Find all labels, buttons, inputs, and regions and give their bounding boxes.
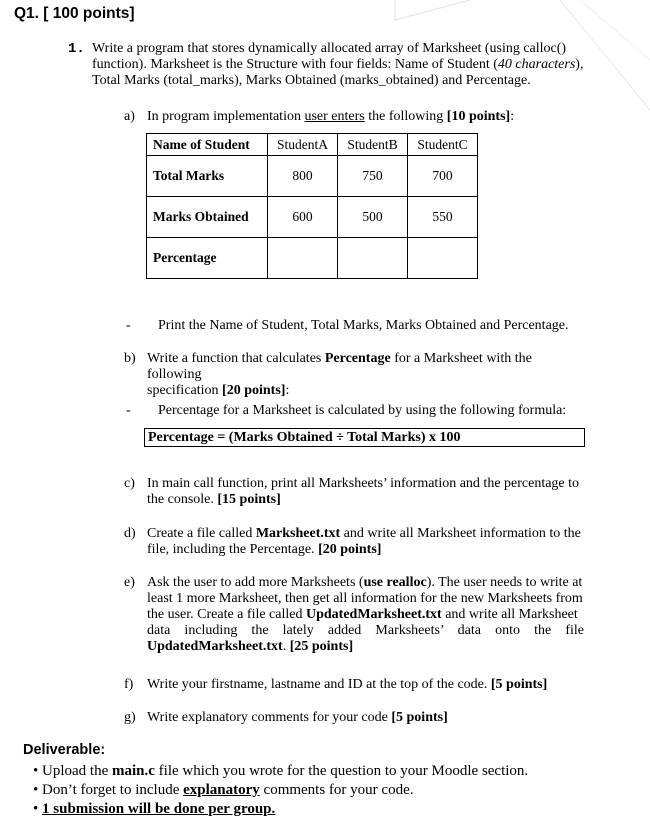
part-d [124,526,584,558]
part-a [124,109,584,125]
part-g-letter: g) [124,710,136,725]
part-c-letter: c) [124,476,135,491]
question-line-3: Total Marks (total_marks), Marks Obtained (marks_obtained) and Percentage. [92,73,531,88]
part-d-letter: d) [124,526,136,541]
part-e-text: Ask the user to add more Marksheets (use realloc). The user needs to write at least 1 more Marksheet, then get all information for the new Marksheets from the user. Create a file called UpdatedMarksheet.txt and write all Marksheet data including the lately added Marksheets’ data onto the file UpdatedMarksheet.txt. [25 points] [147,575,584,654]
table-cell: 800 [268,156,338,197]
question-heading: Q1. [ 100 points] [14,5,135,22]
part-b [124,351,584,399]
part-b-text: Write a function that calculates Percentage for a Marksheet with the following specification [20 points]: [147,351,532,398]
table-header-cell: StudentC [408,134,478,156]
part-a-text: In program implementation user enters the following [10 points]: [147,109,515,124]
table-cell [268,238,338,279]
dash-marker: - [126,318,131,333]
deliverable-title: Deliverable: [23,742,106,758]
row-label: Percentage [147,238,268,279]
part-f [124,677,584,693]
table-cell: 700 [408,156,478,197]
part-g [124,710,584,726]
part-g-text: Write explanatory comments for your code [5 points] [147,710,448,725]
table-cell [408,238,478,279]
table-cell [338,238,408,279]
part-c [124,476,584,508]
table-header-cell: StudentA [268,134,338,156]
deliverable-list [33,762,528,819]
question-text [92,41,608,89]
part-a-letter: a) [124,109,135,124]
table-header-cell: Name of Student [147,134,268,156]
row-label: Total Marks [147,156,268,197]
formula-instruction [126,403,586,419]
list-item: • 1 submission will be done per group. [33,801,276,817]
part-e-letter: e) [124,575,135,590]
question-1 [68,41,608,89]
question-number: 1. [68,41,85,57]
dash-marker: - [126,403,131,418]
table-row [147,197,478,238]
table-row [147,156,478,197]
part-f-letter: f) [124,677,134,692]
part-e [124,575,584,655]
question-line-2: function). Marksheet is the Structure with four fields: Name of Student (40 characters), [92,57,584,72]
marksheet-table [146,133,478,279]
percentage-formula: Percentage = (Marks Obtained ÷ Total Marks) x 100 [144,428,585,447]
table-cell: 550 [408,197,478,238]
question-line-1: Write a program that stores dynamically allocated array of Marksheet (using calloc() [92,41,567,56]
part-c-text: In main call function, print all Marksheets’ information and the percentage to the console. [15 points] [147,476,580,507]
table-cell: 500 [338,197,408,238]
table-header-cell: StudentB [338,134,408,156]
print-instruction [126,318,586,334]
row-label: Marks Obtained [147,197,268,238]
table-cell: 750 [338,156,408,197]
table-cell: 600 [268,197,338,238]
table-header-row [147,134,478,156]
part-d-text: Create a file called Marksheet.txt and write all Marksheet information to the file, including the Percentage. [20 points] [147,526,581,557]
part-b-letter: b) [124,351,136,366]
formula-instruction-text: Percentage for a Marksheet is calculated by using the following formula: [158,403,567,418]
part-f-text: Write your firstname, lastname and ID at the top of the code. [5 points] [147,677,548,692]
table-row [147,238,478,279]
print-instruction-text: Print the Name of Student, Total Marks, Marks Obtained and Percentage. [158,318,569,333]
list-item: • Upload the main.c file which you wrote for the question to your Moodle section. [33,763,529,779]
list-item: • Don’t forget to include explanatory comments for your code. [33,782,414,798]
